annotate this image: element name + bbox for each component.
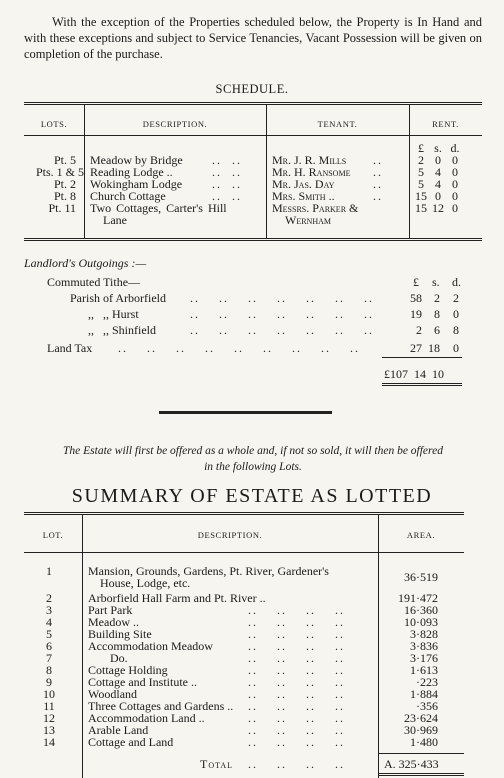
leader-dots: .. .. .. .. .. .. ..: [190, 291, 374, 305]
summary-area: 3·828: [410, 627, 438, 641]
schedule-title: SCHEDULE.: [215, 82, 289, 96]
outgoing-pence: 0: [453, 341, 459, 355]
leader-dots: .. .. .. ..: [248, 675, 345, 689]
rent-pence: 0: [452, 201, 458, 215]
offer-note: [24, 443, 482, 475]
outgoings-shillings-header: s.: [432, 275, 440, 289]
schedule-tenant: Mr. H. Ransome: [272, 165, 351, 179]
outgoing-shillings: 8: [434, 307, 440, 321]
outgoing-pounds: 27: [410, 341, 422, 355]
summary-col-divider: [82, 515, 83, 778]
schedule-description: Reading Lodge ..: [90, 165, 173, 179]
outgoing-pence: 8: [453, 323, 459, 337]
schedule-top-rule: [24, 102, 482, 105]
summary-lot: 8: [46, 663, 52, 677]
summary-area: 30·969: [404, 723, 438, 737]
outgoings-pounds-header: £: [413, 275, 419, 289]
leader-dots: ..: [373, 189, 383, 203]
leader-dots: .. .. .. ..: [248, 699, 345, 713]
rent-pounds: 15: [415, 189, 427, 203]
rent-shillings: 4: [435, 177, 441, 191]
leader-dots: .. .. .. ..: [248, 651, 345, 665]
summary-lot: 12: [43, 711, 55, 725]
rent-pounds-header: £: [418, 141, 424, 155]
summary-area: ·356: [416, 699, 438, 713]
summary-col-divider: [378, 515, 379, 778]
leader-dots: .. .. .. ..: [248, 723, 345, 737]
summary-description: Do.: [110, 651, 128, 665]
outgoing-pounds: 2: [416, 323, 422, 337]
schedule-lot: Pt. 5: [53, 153, 76, 167]
schedule-description-cont: Lane: [103, 213, 127, 227]
rent-pounds: 5: [418, 165, 424, 179]
schedule-tenant: Messrs. Parker &: [272, 201, 359, 215]
summary-description: Cottage Holding: [88, 663, 168, 677]
rent-pence: 0: [452, 153, 458, 167]
summary-lot: 3: [46, 603, 52, 617]
summary-lot: 4: [46, 615, 52, 629]
outgoings-total: £107 14 10: [384, 367, 444, 381]
schedule-tenant: Mr. Jas. Day: [272, 177, 335, 191]
summary-lot: 9: [46, 675, 52, 689]
summary-description: Three Cottages and Gardens ..: [88, 699, 234, 713]
summary-lot: 13: [43, 723, 55, 737]
commuted-tithe-label: Commuted Tithe—: [47, 275, 141, 289]
leader-dots: .. .. .. ..: [248, 687, 345, 701]
summary-description: Arable Land: [88, 723, 149, 737]
summary-lot: 5: [46, 627, 52, 641]
leader-dots: .. .. .. ..: [248, 735, 345, 749]
summary-top-rule: [24, 512, 464, 515]
summary-total-double-rule: [378, 773, 464, 776]
summary-area: 23·624: [404, 711, 438, 725]
schedule-lot: Pt. 11: [48, 201, 76, 215]
rent-pounds: 2: [418, 153, 424, 167]
outgoing-shillings: 6: [434, 323, 440, 337]
leader-dots: .. .. .. ..: [248, 757, 345, 771]
leader-dots: .. .. .. .. .. .. .. .. ..: [118, 341, 360, 355]
summary-header-rule: [24, 552, 464, 553]
outgoing-pence: 0: [453, 307, 459, 321]
outgoing-pounds: 19: [410, 307, 422, 321]
schedule-tenant: Mrs. Smith ..: [272, 189, 335, 203]
total-double-rule: [382, 383, 462, 386]
rent-pence: 0: [452, 189, 458, 203]
rent-pence-header: d.: [450, 141, 460, 155]
section-divider: [159, 411, 332, 414]
leader-dots: .. .. .. ..: [248, 627, 345, 641]
summary-area: 3·176: [410, 651, 438, 665]
outgoing-shillings: 18: [428, 341, 440, 355]
rent-pounds: 5: [418, 177, 424, 191]
summary-description: Accommodation Meadow: [88, 639, 213, 653]
schedule-tenant-cont: Wernham: [285, 213, 331, 227]
outgoing-label: ,, ,, Hurst: [88, 307, 139, 321]
schedule-header-tenant: TENANT.: [317, 119, 358, 129]
summary-description: Cottage and Institute ..: [88, 675, 197, 689]
schedule-lot: Pt. 2: [53, 177, 76, 191]
summary-description: Woodland: [88, 687, 138, 701]
summary-area: 36·519: [404, 570, 438, 584]
summary-area: 1·884: [410, 687, 438, 701]
outgoing-label: ,, ,, Shinfield: [88, 323, 156, 337]
schedule-description: Two Cottages, Carter's Hill: [90, 201, 227, 215]
rent-pounds: 15: [415, 201, 427, 215]
summary-total-label: Total: [200, 757, 234, 771]
outgoing-label: Land Tax: [47, 341, 93, 355]
summary-header-area: AREA.: [406, 530, 436, 540]
summary-title: SUMMARY OF ESTATE AS LOTTED: [71, 485, 433, 507]
summary-lot: 11: [43, 699, 55, 713]
summary-description: Arborfield Hall Farm and Pt. River ..: [88, 591, 266, 605]
leader-dots: .. .. .. .. .. .. ..: [190, 307, 374, 321]
leader-dots: .. ..: [212, 153, 242, 167]
summary-lot: 7: [46, 651, 52, 665]
rent-shillings: 0: [435, 153, 441, 167]
summary-description: Part Park: [88, 603, 133, 617]
rent-shillings: 0: [435, 189, 441, 203]
outgoings-title: Landlord's Outgoings :—: [24, 256, 147, 270]
outgoing-pence: 2: [453, 291, 459, 305]
leader-dots: ..: [373, 153, 383, 167]
leader-dots: .. .. .. ..: [248, 603, 345, 617]
schedule-header-description: DESCRIPTION.: [142, 119, 208, 129]
offer-line: in the following Lots.: [204, 461, 302, 473]
summary-description: Accommodation Land ..: [88, 711, 205, 725]
summary-area: 191·472: [398, 591, 438, 605]
schedule-description: Wokingham Lodge: [90, 177, 183, 191]
summary-description-cont: House, Lodge, etc.: [100, 576, 191, 590]
summary-lot: 6: [46, 639, 52, 653]
offer-line: The Estate will first be offered as a whole and, if not so sold, it will then be offered: [63, 445, 443, 457]
summary-lot: 1: [46, 564, 52, 578]
summary-lot: 14: [43, 735, 55, 749]
leader-dots: .. .. .. ..: [248, 663, 345, 677]
leader-dots: ..: [373, 165, 383, 179]
summary-area: ·223: [416, 675, 438, 689]
summary-description: Building Site: [88, 627, 152, 641]
leader-dots: .. .. .. ..: [248, 711, 345, 725]
leader-dots: .. .. .. ..: [248, 615, 345, 629]
rent-pence: 0: [452, 177, 458, 191]
rent-shillings-header: s.: [434, 141, 442, 155]
summary-lot: 10: [43, 687, 55, 701]
schedule-header-rule: [24, 135, 482, 136]
rent-shillings: 4: [435, 165, 441, 179]
schedule-lot: Pt. 8: [53, 189, 76, 203]
schedule-lot: Pts. 1 & 5: [35, 165, 84, 179]
schedule-tenant: Mr. J. R. Mills: [272, 153, 347, 167]
summary-area: 1·613: [410, 663, 438, 677]
leader-dots: .. ..: [212, 177, 242, 191]
schedule-description: Meadow by Bridge: [90, 153, 183, 167]
leader-dots: .. ..: [212, 189, 242, 203]
leader-dots: .. ..: [212, 165, 242, 179]
leader-dots: .. .. .. ..: [248, 639, 345, 653]
schedule-header-rent: RENT.: [432, 119, 459, 129]
rent-pence: 0: [452, 165, 458, 179]
schedule-description: Church Cottage: [90, 189, 166, 203]
summary-area: 16·360: [404, 603, 438, 617]
summary-header-lot: LOT.: [42, 530, 64, 540]
summary-lot: 2: [46, 591, 52, 605]
outgoing-label: Parish of Arborfield: [70, 291, 166, 305]
sum-rule: [382, 357, 462, 358]
summary-total-rule: [378, 753, 464, 754]
summary-header-description: DESCRIPTION.: [197, 530, 263, 540]
summary-area: 10·093: [404, 615, 438, 629]
summary-total-area: A. 325·433: [384, 757, 439, 771]
rent-shillings: 12: [432, 201, 444, 215]
summary-area: 3·836: [410, 639, 438, 653]
leader-dots: ..: [373, 177, 383, 191]
leader-dots: .. .. .. .. .. .. ..: [190, 323, 374, 337]
summary-description: Mansion, Grounds, Gardens, Pt. River, Gardener's: [88, 564, 329, 578]
summary-area: 1·480: [410, 735, 438, 749]
outgoings-pence-header: d.: [452, 275, 461, 289]
schedule-bottom-rule: [24, 238, 482, 241]
outgoing-shillings: 2: [434, 291, 440, 305]
intro-paragraph: With the exception of the Properties scheduled below, the Property is In Hand and with these exceptions and subject to Service Tenancies, Vacant Possession will be given on completion of the purchase.: [24, 15, 482, 61]
outgoing-pounds: 58: [410, 291, 422, 305]
summary-description: Meadow ..: [88, 615, 139, 629]
summary-description: Cottage and Land: [88, 735, 174, 749]
schedule-header-lots: LOTS.: [40, 119, 68, 129]
